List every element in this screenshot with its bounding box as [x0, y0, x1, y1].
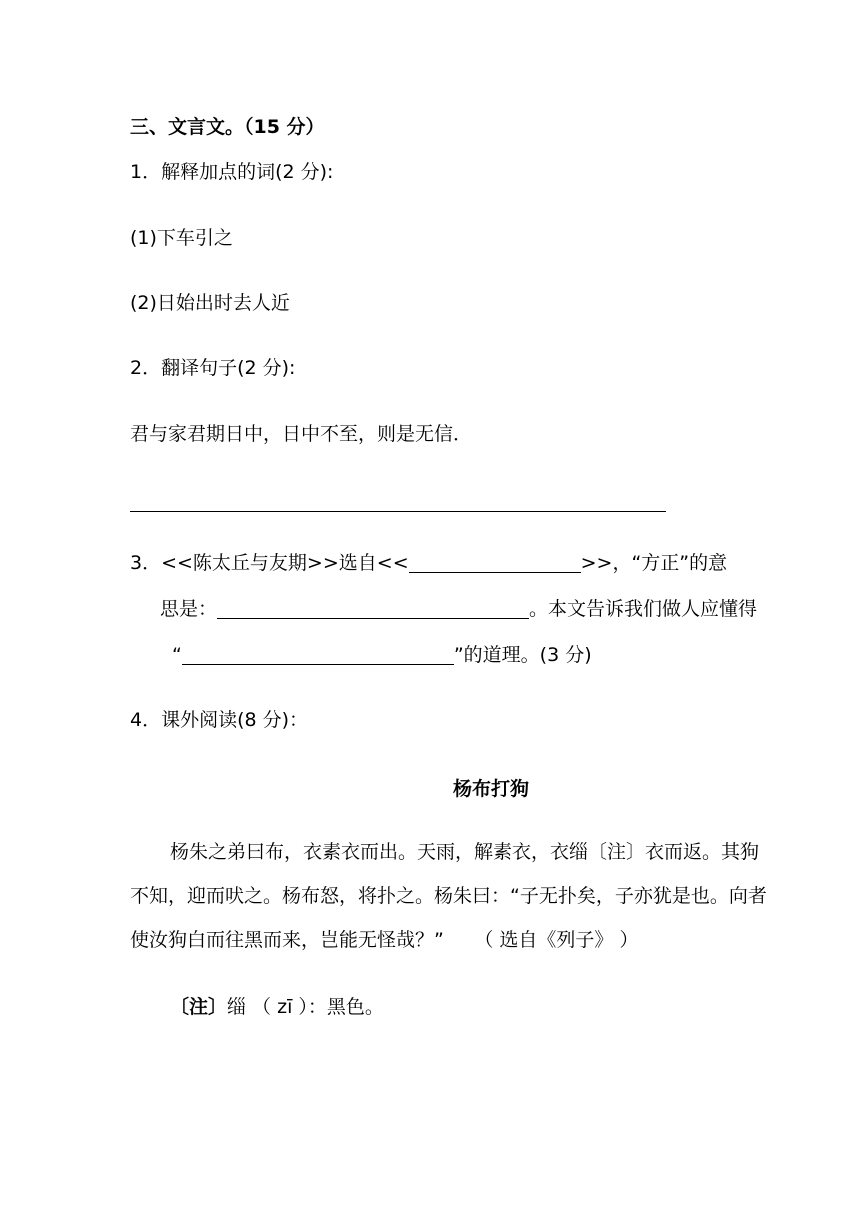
section-title: 三、文言文。（15 分） — [130, 116, 325, 138]
question-3-text-c: 思是： — [160, 598, 218, 621]
question-3-blank-lesson — [182, 644, 454, 665]
question-3-text-a: 3．<<陈太丘与友期>>选自<< — [130, 552, 409, 575]
question-3-text-d: 。本文告诉我们做人应懂得 — [529, 598, 758, 621]
passage-source: （ 选自《列子》 ） — [483, 929, 639, 951]
passage-paragraph — [130, 830, 770, 962]
question-3-line-1 — [130, 552, 727, 575]
question-3-blank-meaning — [217, 598, 529, 619]
question-3-text-f: ”的道理。(3 分) — [453, 644, 592, 667]
footnote-label: 〔注〕 — [170, 996, 228, 1018]
question-4-prompt: 4．课外阅读(8 分)： — [130, 709, 309, 731]
passage-title: 杨布打狗 — [452, 778, 529, 800]
question-3-text-b: >>，“方正”的意 — [580, 552, 728, 575]
passage-text: 杨朱之弟曰布，衣素衣而出。天雨，解素衣，衣缁〔注〕衣而返。其狗不知，迎而吠之。杨布怒，将扑之。杨朱曰：“子无扑矣，子亦犹是也。向者使汝狗白而往黑而来，岂能无怪哉？” — [130, 841, 767, 951]
question-1-item-2: (2)日始出时去人近 — [130, 292, 290, 314]
question-2-answer-line — [130, 511, 666, 512]
question-2-sentence: 君与家君期日中，日中不至，则是无信． — [130, 423, 473, 445]
question-3-line-2 — [160, 598, 757, 621]
question-3-blank-source — [409, 552, 581, 573]
question-3-line-3 — [172, 644, 592, 667]
question-1-item-1: (1)下车引之 — [130, 227, 233, 249]
footnote — [170, 996, 384, 1019]
question-2-prompt: 2．翻译句子(2 分): — [130, 357, 296, 379]
question-1-prompt: 1．解释加点的词(2 分): — [130, 161, 334, 183]
footnote-text: 缁 （ zī ）：黑色。 — [227, 996, 384, 1018]
question-3-text-e: “ — [172, 644, 182, 667]
